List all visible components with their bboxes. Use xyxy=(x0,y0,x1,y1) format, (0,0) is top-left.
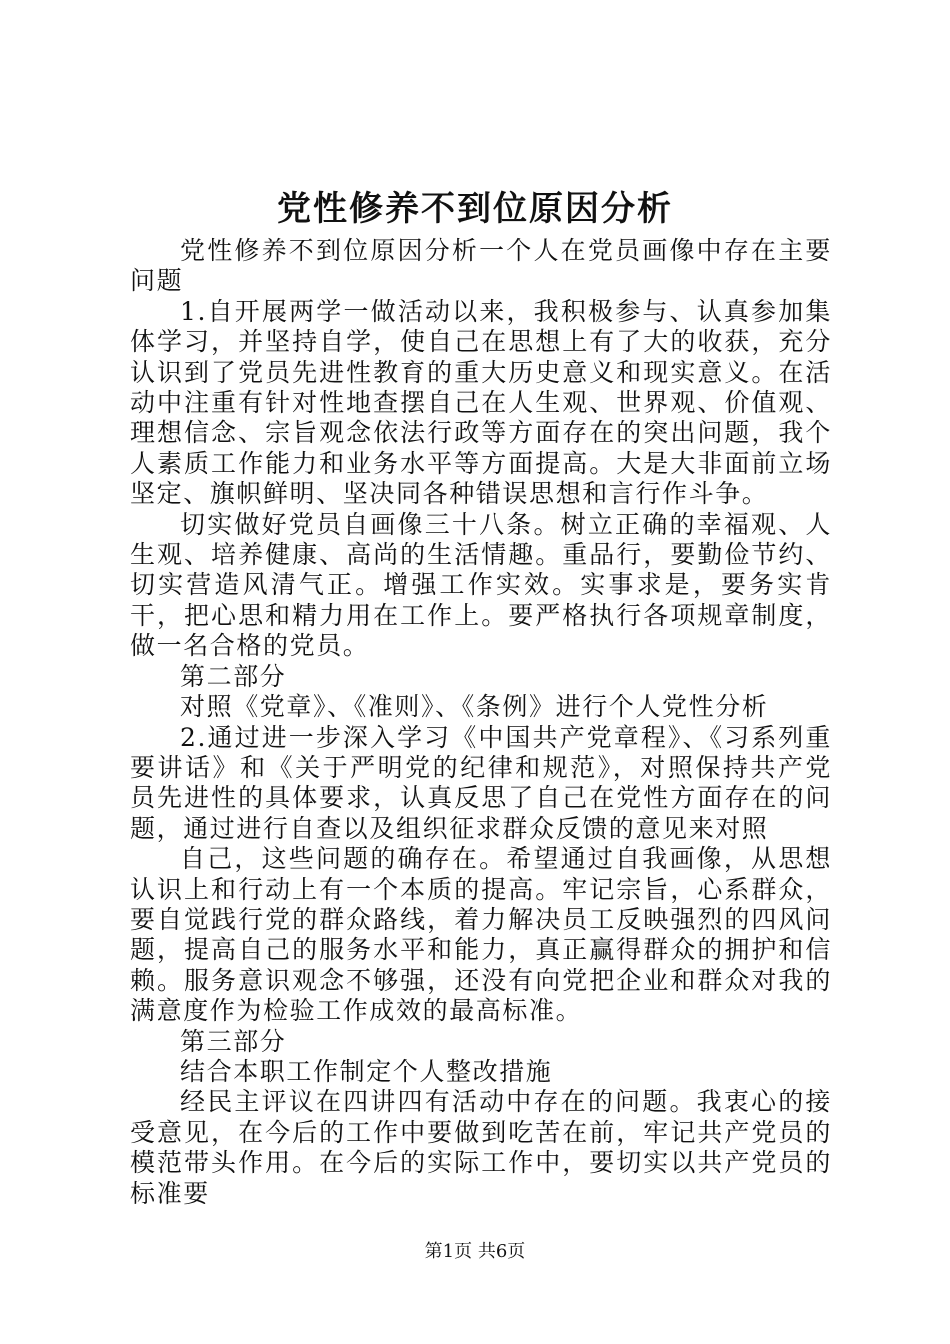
document-title: 党性修养不到位原因分析 xyxy=(277,189,673,229)
paragraph-5: 经民主评议在四讲四有活动中存在的问题。我衷心的接受意见，在今后的工作中要做到吃苦在前，牢记共产党员的模范带头作用。在今后的实际工作中，要切实以共产党员的标准要 xyxy=(130,1087,832,1208)
page-number-footer: 第1页 共6页 xyxy=(424,1241,526,1262)
paragraph-intro: 党性修养不到位原因分析一个人在党员画像中存在主要问题 xyxy=(130,236,832,296)
section-subheading-part-3: 结合本职工作制定个人整改措施 xyxy=(180,1056,553,1086)
section-subheading-part-2: 对照《党章》、《准则》、《条例》进行个人党性分析 xyxy=(180,692,769,722)
document-body xyxy=(130,236,832,1209)
paragraph-4: 自己，这些问题的确存在。希望通过自我画像，从思想认识上和行动上有一个本质的提高。牢记宗旨，心系群众，要自觉践行党的群众路线，着力解决员工反映强烈的四风问题，提高自己的服务水平和能力，真正赢得群众的拥护和信赖。服务意识观念不够强，还没有向党把企业和群众对我的满意度作为检验工作成效的最高标准。 xyxy=(130,844,832,1026)
paragraph-2: 切实做好党员自画像三十八条。树立正确的幸福观、人生观、培养健康、高尚的生活情趣。重品行，要勤俭节约、切实营造风清气正。增强工作实效。实事求是，要务实肯干，把心思和精力用在工作上。要严格执行各项规章制度，做一名合格的党员。 xyxy=(130,509,832,661)
paragraph-1: 1.自开展两学一做活动以来，我积极参与、认真参加集体学习，并坚持自学，使自己在思想上有了大的收获，充分认识到了党员先进性教育的重大历史意义和现实意义。在活动中注重有针对性地查摆自己在人生观、世界观、价值观、理想信念、宗旨观念依法行政等方面存在的突出问题，我个人素质工作能力和业务水平等方面提高。大是大非面前立场坚定、旗帜鲜明、坚决同各种错误思想和言行作斗争。 xyxy=(130,296,832,509)
section-heading-part-3: 第三部分 xyxy=(180,1026,287,1056)
paragraph-3: 2.通过进一步深入学习《中国共产党章程》、《习系列重要讲话》和《关于严明党的纪律和规范》，对照保持共产党员先进性的具体要求，认真反思了自己在党性方面存在的问题，通过进行自查以及组织征求群众反馈的意见来对照 xyxy=(130,722,832,843)
section-heading-part-2: 第二部分 xyxy=(180,661,287,691)
